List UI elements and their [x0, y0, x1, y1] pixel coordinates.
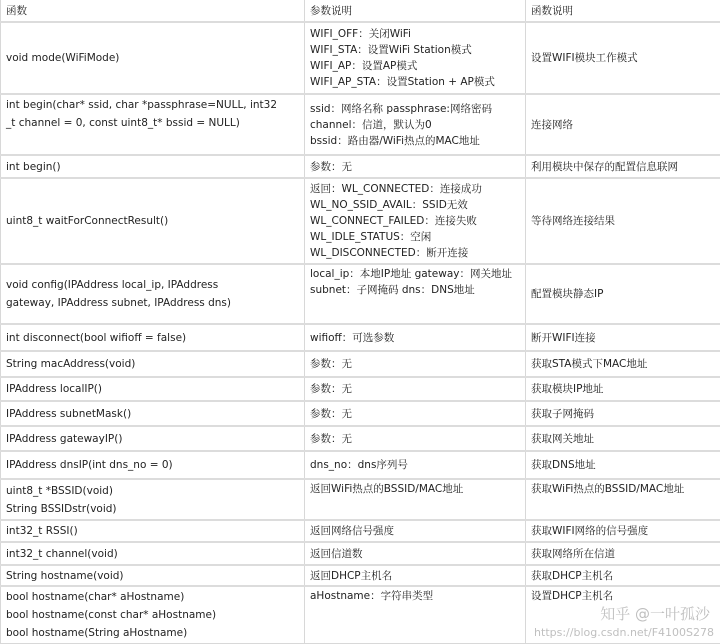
cell-line: 参数：无	[310, 159, 520, 175]
description-cell	[526, 451, 720, 479]
table-row	[1, 426, 720, 451]
description-cell	[526, 264, 720, 324]
cell-line: IPAddress subnetMask()	[6, 406, 299, 422]
cell-line: int32_t RSSI()	[6, 523, 299, 539]
cell-line: String BSSIDstr(void)	[6, 500, 299, 518]
function-cell	[1, 264, 305, 324]
cell-line: WIFI_STA：设置WiFi Station模式	[310, 42, 520, 58]
function-cell	[1, 565, 305, 586]
cell-line: WL_CONNECT_FAILED：连接失败	[310, 213, 520, 229]
table-row	[1, 264, 720, 324]
function-cell	[1, 520, 305, 542]
cell-line: WIFI_OFF：关闭WiFi	[310, 26, 520, 42]
cell-line: 返回网络信号强度	[310, 523, 520, 539]
cell-line: 参数：无	[310, 431, 520, 447]
cell-line: 获取网络所在信道	[531, 546, 715, 562]
description-cell	[526, 586, 720, 644]
cell-line: int begin()	[6, 159, 299, 175]
cell-line: int begin(char* ssid, char *passphrase=NULL, int32	[6, 96, 299, 114]
cell-line: bool hostname(String aHostname)	[6, 624, 299, 642]
params-cell	[305, 451, 526, 479]
table-header-row	[1, 0, 720, 22]
cell-line: 获取STA模式下MAC地址	[531, 356, 715, 372]
cell-line: dns_no：dns序列号	[310, 457, 520, 473]
cell-line: String macAddress(void)	[6, 356, 299, 372]
table-row	[1, 565, 720, 586]
cell-line: 返回信道数	[310, 546, 520, 562]
cell-line: 连接网络	[531, 117, 715, 133]
cell-line: bool hostname(const char* aHostname)	[6, 606, 299, 624]
header-description: 函数说明	[526, 0, 720, 22]
params-cell	[305, 22, 526, 94]
function-cell	[1, 22, 305, 94]
description-cell	[526, 178, 720, 264]
table-row	[1, 178, 720, 264]
cell-line: 返回DHCP主机名	[310, 568, 520, 584]
params-cell	[305, 401, 526, 426]
cell-line: 获取网关地址	[531, 431, 715, 447]
function-cell	[1, 178, 305, 264]
function-cell	[1, 94, 305, 155]
function-cell	[1, 155, 305, 178]
cell-line: 等待网络连接结果	[531, 213, 715, 229]
cell-line: void mode(WiFiMode)	[6, 50, 299, 66]
function-cell	[1, 586, 305, 644]
cell-line: local_ip：本地IP地址 gateway：网关地址	[310, 266, 520, 282]
cell-line: uint8_t *BSSID(void)	[6, 482, 299, 500]
cell-line: uint8_t waitForConnectResult()	[6, 213, 299, 229]
cell-line: 参数：无	[310, 356, 520, 372]
cell-line: WL_IDLE_STATUS：空闲	[310, 229, 520, 245]
params-cell	[305, 542, 526, 565]
description-cell	[526, 94, 720, 155]
watermark: 知乎 @一叶孤沙	[600, 606, 710, 623]
function-cell	[1, 351, 305, 377]
table-row	[1, 586, 720, 644]
table-row	[1, 451, 720, 479]
params-cell	[305, 178, 526, 264]
cell-line: void config(IPAddress local_ip, IPAddress	[6, 276, 299, 294]
params-cell	[305, 155, 526, 178]
function-cell	[1, 479, 305, 520]
description-cell	[526, 324, 720, 351]
cell-line: 利用模块中保存的配置信息联网	[531, 159, 715, 175]
params-cell	[305, 351, 526, 377]
params-cell	[305, 426, 526, 451]
table-row	[1, 351, 720, 377]
table-row	[1, 401, 720, 426]
function-cell	[1, 401, 305, 426]
cell-line: 参数：无	[310, 406, 520, 422]
cell-line: 配置模块静态IP	[531, 286, 715, 302]
function-cell	[1, 377, 305, 401]
cell-line: 断开WIFI连接	[531, 330, 715, 346]
params-cell	[305, 94, 526, 155]
cell-line: 返回WiFi热点的BSSID/MAC地址	[310, 481, 520, 497]
cell-line: 设置WIFI模块工作模式	[531, 50, 715, 66]
cell-line: 获取WiFi热点的BSSID/MAC地址	[531, 481, 715, 497]
params-cell	[305, 264, 526, 324]
cell-line: bssid：路由器/WiFi热点的MAC地址	[310, 133, 520, 149]
description-cell	[526, 426, 720, 451]
cell-line: 获取子网掩码	[531, 406, 715, 422]
cell-line: 获取DNS地址	[531, 457, 715, 473]
cell-line: aHostname：字符串类型	[310, 588, 520, 604]
cell-line: channel：信道，默认为0	[310, 117, 520, 133]
cell-line: subnet：子网掩码 dns：DNS地址	[310, 282, 520, 298]
table-row	[1, 377, 720, 401]
cell-line: WIFI_AP_STA：设置Station + AP模式	[310, 74, 520, 90]
description-cell	[526, 479, 720, 520]
description-cell	[526, 377, 720, 401]
description-cell	[526, 22, 720, 94]
description-cell	[526, 565, 720, 586]
cell-line: wifioff：可选参数	[310, 330, 520, 346]
params-cell	[305, 324, 526, 351]
cell-line: 设置DHCP主机名	[531, 588, 715, 604]
cell-line: _t channel = 0, const uint8_t* bssid = NULL)	[6, 114, 299, 132]
params-cell	[305, 520, 526, 542]
cell-line: WL_DISCONNECTED：断开连接	[310, 245, 520, 261]
cell-line: ssid：网络名称 passphrase:网络密码	[310, 101, 520, 117]
cell-line: String hostname(void)	[6, 568, 299, 584]
description-cell	[526, 542, 720, 565]
description-cell	[526, 351, 720, 377]
cell-line: WL_NO_SSID_AVAIL：SSID无效	[310, 197, 520, 213]
table-row	[1, 155, 720, 178]
function-cell	[1, 324, 305, 351]
header-params: 参数说明	[305, 0, 526, 22]
table-row	[1, 542, 720, 565]
cell-line: gateway, IPAddress subnet, IPAddress dns)	[6, 294, 299, 312]
cell-line: 参数：无	[310, 381, 520, 397]
cell-line: 获取WIFI网络的信号强度	[531, 523, 715, 539]
cell-line: WIFI_AP：设置AP模式	[310, 58, 520, 74]
table-row	[1, 22, 720, 94]
cell-line: 获取模块IP地址	[531, 381, 715, 397]
cell-line: IPAddress localIP()	[6, 381, 299, 397]
cell-line: int disconnect(bool wifioff = false)	[6, 330, 299, 346]
cell-line: 获取DHCP主机名	[531, 568, 715, 584]
function-cell	[1, 451, 305, 479]
cell-line: int32_t channel(void)	[6, 546, 299, 562]
table-row	[1, 324, 720, 351]
table-row	[1, 479, 720, 520]
params-cell	[305, 565, 526, 586]
cell-line: 返回：WL_CONNECTED：连接成功	[310, 181, 520, 197]
description-cell	[526, 401, 720, 426]
params-cell	[305, 377, 526, 401]
table-row	[1, 520, 720, 542]
table-row	[1, 94, 720, 155]
function-cell	[1, 542, 305, 565]
watermark-url: https://blog.csdn.net/F4100S278	[534, 626, 714, 640]
cell-line: bool hostname(char* aHostname)	[6, 588, 299, 606]
params-cell	[305, 479, 526, 520]
description-cell	[526, 520, 720, 542]
function-cell	[1, 426, 305, 451]
params-cell	[305, 586, 526, 644]
description-cell	[526, 155, 720, 178]
cell-line: IPAddress gatewayIP()	[6, 431, 299, 447]
cell-line: IPAddress dnsIP(int dns_no = 0)	[6, 457, 299, 473]
header-function: 函数	[1, 0, 305, 22]
